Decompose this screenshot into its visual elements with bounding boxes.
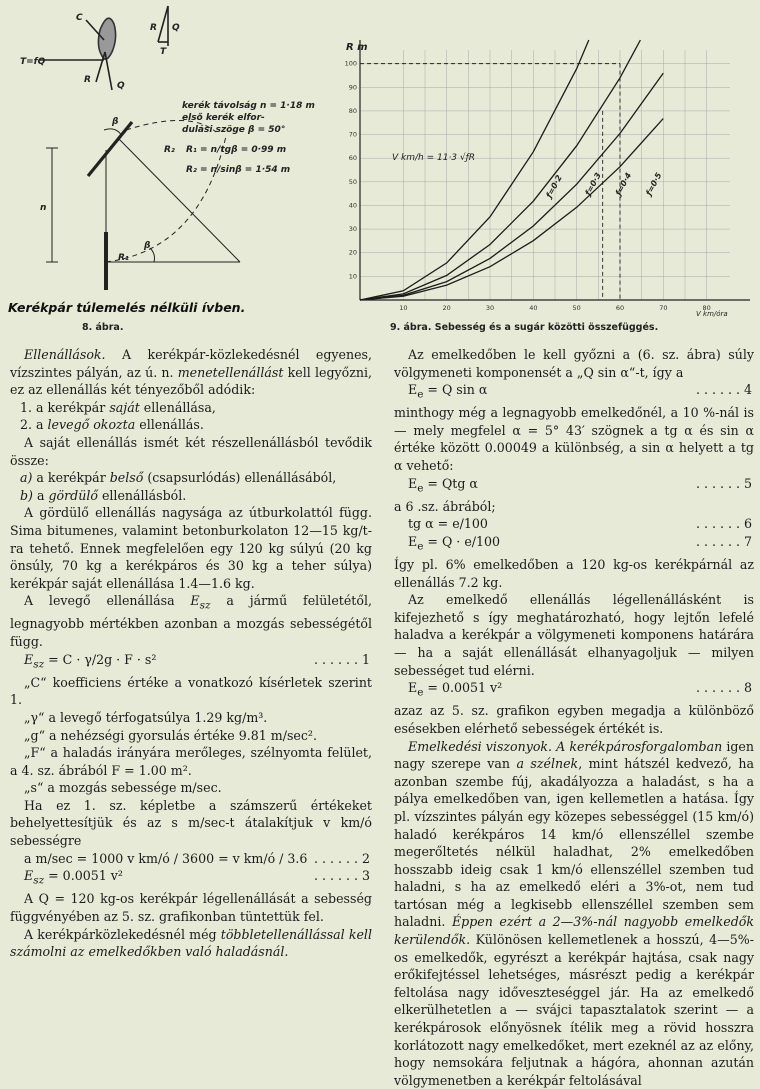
left-paragraph-5: b) a gördülő ellenállásból. xyxy=(20,487,187,503)
y-tick-label: 20 xyxy=(348,248,357,257)
equation-number: . . . . . . 3 xyxy=(313,868,370,884)
label-tfq: T=fQ xyxy=(20,57,46,67)
equation-body: $E_e = 0.0051$ v² xyxy=(408,680,503,699)
equation-number: . . . . . . 2 xyxy=(313,850,370,866)
x-tick-label: 50 xyxy=(572,304,581,312)
label-vector-q: Q xyxy=(172,23,180,33)
label-r1: R₁ xyxy=(118,253,129,263)
right-paragraph-2: minthogy még a legnagyobb emelkedőnél, a 10 %-nál is — mely megfelel α = 5° 43′ szögnek a tg α és sin α értéke között 0.00049 a különbség, a sin α helyett a tg α vehető: xyxy=(394,405,754,474)
x-tick-label: 70 xyxy=(659,304,668,312)
note-line-3: dulási szöge β = 50° xyxy=(182,125,286,135)
right-paragraph-11: Emelkedési viszonyok. A kerékpárosforgalomban igen nagy szerepe van a szélnek, mint hátszél kedvező, ha azonban szembe fúj, akadályozza a haladást, s ha a pálya emelkedőben van, igen kellemetlen a hatása. Így pl. vízszintes pályán egy közepes sebességgel (15 km/ó) haladó kerékpáros 14 km/ó ellenszéllel szembe megerőltetés nélkül haladhat, 2% emelkedőben hosszabb ideig csak 1 km/ó ellenszéllel szemben tud haladni, s ha az emelkedő eléri a 3%-ot, nem tud tartósan még a legkisebb ellenszéllel szemben sem haladni. Éppen ezért a 2—3%-nál nagyobb emelkedők kerülendők. Különösen kellemetlenek a hosszú, 4—5%-os emelkedők, egyrészt a kerékpár hajtása, csak nagy erőkifejtéssel lehetséges, másrészt pedig a kerékpár feltolása nagy időveszteséggel jár. Ha az emelkedő elkerülhetetlen a — svájci tapasztalatok szerint — a kerékpárosok előnyösnek ítélik meg a rövid hosszra korlátozott nagy emelkedőket, mert ezeknél az az előny, hogy nemsokára feljutnak a hágóra, ahonnan azután völgymenetben a kerékpár feltolásával xyxy=(394,738,754,1088)
y-tick-label: 30 xyxy=(348,225,357,234)
label-r2: R₂ xyxy=(164,145,175,155)
angle-arc-beta2 xyxy=(150,248,155,262)
label-vector-t: T xyxy=(160,47,167,57)
y-tick-label: 70 xyxy=(348,130,357,139)
right-equation-9 xyxy=(394,679,754,702)
left-equation-15 xyxy=(10,850,372,868)
right-paragraph-7: Így pl. 6% emelkedőben a 120 kg-os kerékpárnál az ellenállás 7.2 kg. xyxy=(394,557,754,590)
left-paragraph-11: „g“ a nehézségi gyorsulás értéke 9.81 m/sec². xyxy=(24,727,317,743)
left-paragraph-9: „C“ koefficiens értéke a vonatkozó kísérletek szerint 1. xyxy=(10,674,372,708)
equation-number: . . . . . . 4 xyxy=(695,382,752,398)
equation-number: . . . . . . 5 xyxy=(695,475,752,491)
x-tick-label: 40 xyxy=(529,304,538,312)
y-tick-label: 60 xyxy=(348,154,357,163)
right-equation-5 xyxy=(394,515,754,533)
figure-9-caption: 9. ábra. Sebesség és a sugár közötti összefüggés. xyxy=(390,322,659,333)
note-line-2: első kerék elfor- xyxy=(182,113,265,123)
label-n: n xyxy=(40,203,47,213)
right-equation-3 xyxy=(394,475,754,498)
figure-8 xyxy=(0,0,340,335)
label-vector-r: R xyxy=(150,23,157,33)
figure-8-title: Kerékpár túlemelés nélküli ívben. xyxy=(8,300,246,315)
chart-formula: V km/h = 11·3 √ƒR xyxy=(392,153,476,163)
left-paragraph-2: 2. a levegő okozta ellenállás. xyxy=(20,417,204,433)
chart-grid xyxy=(360,50,730,300)
left-equation-8 xyxy=(10,651,372,674)
equation-number: . . . . . . 8 xyxy=(695,680,752,696)
x-tick-label: 80 xyxy=(702,304,711,312)
figure-8-caption: 8. ábra. xyxy=(82,322,124,333)
left-equation-16 xyxy=(10,867,372,890)
label-beta: β xyxy=(112,117,119,127)
left-paragraph-14: Ha ez 1. sz. képletbe a számszerű értékeket behelyettesítjük és az s m/sec-t átalakítjuk v km/ó sebességre xyxy=(10,797,372,849)
equation-body: $E_e = Q \cdot e/100$ xyxy=(408,533,501,553)
right-paragraph-4: a 6 .sz. ábrából; xyxy=(394,498,496,514)
left-paragraph-17: A Q = 120 kg-os kerékpár légellenállását a sebesség függvényében az 5. sz. grafikonban tüntettük fel. xyxy=(10,891,372,924)
y-tick-label: 100 xyxy=(344,59,357,68)
left-paragraph-6: A gördülő ellenállás nagysága az útburkolattól függ. Sima bitumenes, valamint betonburkolaton 12—15 kg/t-ra tehető. Ennek megfelelően egy 120 kg súlyú (20 kg önsúly, 70 kg a kerékpáros és 30 kg a teher súlya) kerékpár saját ellenállása 1.4—1.6 kg. xyxy=(10,505,372,591)
left-column xyxy=(10,346,372,961)
y-tick-label: 50 xyxy=(348,177,357,186)
figure-9-chart xyxy=(340,0,760,335)
right-paragraph-0: Az emelkedőben le kell győzni a (6. sz. ábra) súly völgymeneti komponensét a „Q sin α“-t, így a xyxy=(394,347,754,380)
equation-number: . . . . . . 6 xyxy=(695,516,752,532)
radius-line-r2 xyxy=(118,138,240,262)
series-label: ƒ=0·5 xyxy=(644,171,664,197)
x-tick-label: 10 xyxy=(399,304,408,312)
rear-wheel-top-view xyxy=(98,18,115,59)
right-paragraph-8: Az emelkedő ellenállás légellenállásként is kifejezhető s így meghatározható, hogy lejtőn lefelé haladva a kerékpár a völgymeneti komponens határára — ha a saját ellenállását elhanyagoljuk — milyen sebességet tud elérni. xyxy=(394,592,754,678)
y-tick-label: 90 xyxy=(348,83,357,92)
right-paragraph-10: azaz az 5. sz. grafikon egyben megadja a különböző esésekben elérhető sebességek értékét is. xyxy=(394,703,754,736)
label-r: R xyxy=(84,75,91,85)
series-labels xyxy=(544,171,664,201)
label-beta2: β xyxy=(144,241,151,251)
right-equation-6 xyxy=(394,533,754,556)
label-q: Q xyxy=(117,81,125,91)
equation-body: $E_{sz} = C \cdot \gamma/2g \cdot F \cdot s^2$ xyxy=(24,651,157,671)
left-paragraph-3: A saját ellenállás ismét két részellenállásból tevődik össze: xyxy=(10,434,372,468)
y-axis-label: R m xyxy=(346,42,368,53)
series-label: ƒ=0·2 xyxy=(544,173,564,200)
equation-body: $E_{sz} = 0.0051$ v² xyxy=(24,868,123,887)
equation-number: . . . . . . 7 xyxy=(695,533,752,549)
y-tick-label: 40 xyxy=(348,201,357,210)
left-paragraph-12: „F“ a haladás irányára merőleges, szélnyomta felület, a 4. sz. ábrából F = 1.00 m². xyxy=(10,745,372,778)
front-wheel xyxy=(88,122,132,176)
left-paragraph-4: a) a kerékpár belső (csapsurlódás) ellenállásából, xyxy=(20,470,337,486)
equation-body: $E_e$ = Qtg α xyxy=(408,475,478,495)
series-label: ƒ=0·4 xyxy=(613,171,634,197)
x-axis-label: V km/óra xyxy=(696,310,728,318)
left-paragraph-10: „γ“ a levegő térfogatsúlya 1.29 kg/m³. xyxy=(24,709,268,725)
right-equation-1 xyxy=(394,381,754,404)
y-tick-labels xyxy=(345,60,357,281)
note-r2: R₂ = n/sinβ = 1·54 m xyxy=(186,165,291,175)
note-r1: R₁ = n/tgβ = 0·99 m xyxy=(186,145,287,155)
x-tick-label: 60 xyxy=(615,304,625,312)
equation-body: a m/sec = 1000 v km/ó / 3600 = v km/ó / 3.6 xyxy=(24,850,308,866)
x-tick-label: 30 xyxy=(485,304,495,312)
right-column xyxy=(394,346,754,1089)
label-c: C xyxy=(76,13,83,23)
series-line xyxy=(360,40,589,300)
angle-arc-beta xyxy=(104,129,122,136)
left-paragraph-18: A kerékpárközlekedésnél még többletellenállással kell számolni az emelkedőkben való haladásnál. xyxy=(10,926,372,960)
x-tick-labels xyxy=(399,304,711,312)
y-tick-label: 80 xyxy=(348,106,357,115)
x-tick-label: 20 xyxy=(442,304,451,312)
left-paragraph-13: „s“ a mozgás sebessége m/sec. xyxy=(24,780,222,796)
equation-number: . . . . . . 1 xyxy=(313,651,370,667)
left-paragraph-0: Ellenállások. A kerékpár-közlekedésnél egyenes, vízszintes pályán, az ú. n. menetellenállást kell legyőzni, ez az ellenállás két tényezőből adódik: xyxy=(10,347,372,398)
note-line-1: kerék távolság n = 1·18 m xyxy=(182,101,315,111)
force-line-r xyxy=(96,52,105,82)
vector-r xyxy=(158,6,168,42)
series-label: ƒ=0·3 xyxy=(583,171,603,197)
left-paragraph-7: A levegő ellenállása $E_{sz}$ a jármű felületétől, legnagyobb mértékben azonban a mozgás sebességétől függ. xyxy=(10,593,372,650)
equation-body: tg α = e/100 xyxy=(408,516,488,532)
equation-body: $E_e = Q$ sin α xyxy=(408,382,488,401)
left-paragraph-1: 1. a kerékpár saját ellenállása, xyxy=(20,399,216,415)
y-tick-label: 10 xyxy=(348,272,357,281)
